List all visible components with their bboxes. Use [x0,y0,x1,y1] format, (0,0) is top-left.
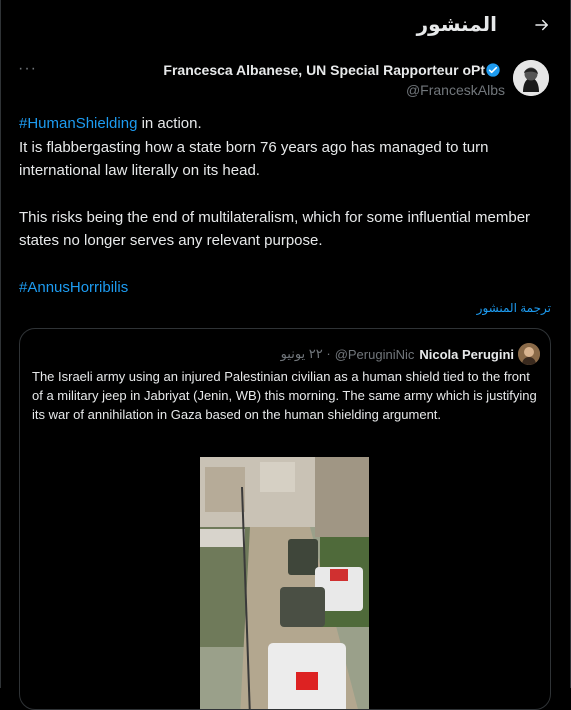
arrow-right-icon [533,16,551,34]
tweet-line: This risks being the end of multilateralism, which for some influential member states no longer serves any relevant purpose. [19,208,531,249]
video-thumbnail [200,457,369,710]
translate-post-link[interactable]: ترجمة المنشور [476,301,551,315]
author-handle[interactable]: @FranceskAlbs [405,82,505,98]
tweet-line: It is flabbergasting how a state born 76 years ago has managed to turn international law literally on its head. [19,138,489,179]
quoted-tweet-author: Nicola Perugini [419,346,514,362]
page-title: المنشور [416,14,497,36]
hashtag-link[interactable]: #AnnusHorribilis [19,278,129,296]
quoted-tweet-handle: @PeruginiNic [334,346,415,362]
quoted-author-avatar [518,343,540,365]
post-header [0,0,571,50]
author-avatar[interactable] [513,60,549,96]
quoted-tweet-video[interactable] [200,457,369,710]
more-options-button[interactable] [18,60,37,78]
author-name: Francesca Albanese, UN Special Rapporteur oPt [163,62,485,78]
avatar-image [518,343,540,365]
quoted-tweet-header [281,343,540,365]
quoted-tweet-text: The Israeli army using an injured Palestinian civilian as a human shield tied to the front of a military jeep in Jabriyat (Jenin, WB) this morning. The same army which is justifying its war of annihilation in Gaza based on the human shielding argument. [32,369,537,422]
avatar-image [513,60,549,96]
tweet-text [19,112,551,299]
verified-badge-icon [485,62,501,78]
quoted-tweet[interactable] [19,328,551,710]
back-button[interactable] [527,10,557,40]
tweet-line: in action. [137,115,202,132]
hashtag-link[interactable]: #HumanShielding [19,115,138,132]
quoted-tweet-date: · ٢٢ يونيو [280,346,331,361]
author-name-row[interactable] [163,62,505,78]
more-horizontal-icon: ··· [18,60,37,77]
